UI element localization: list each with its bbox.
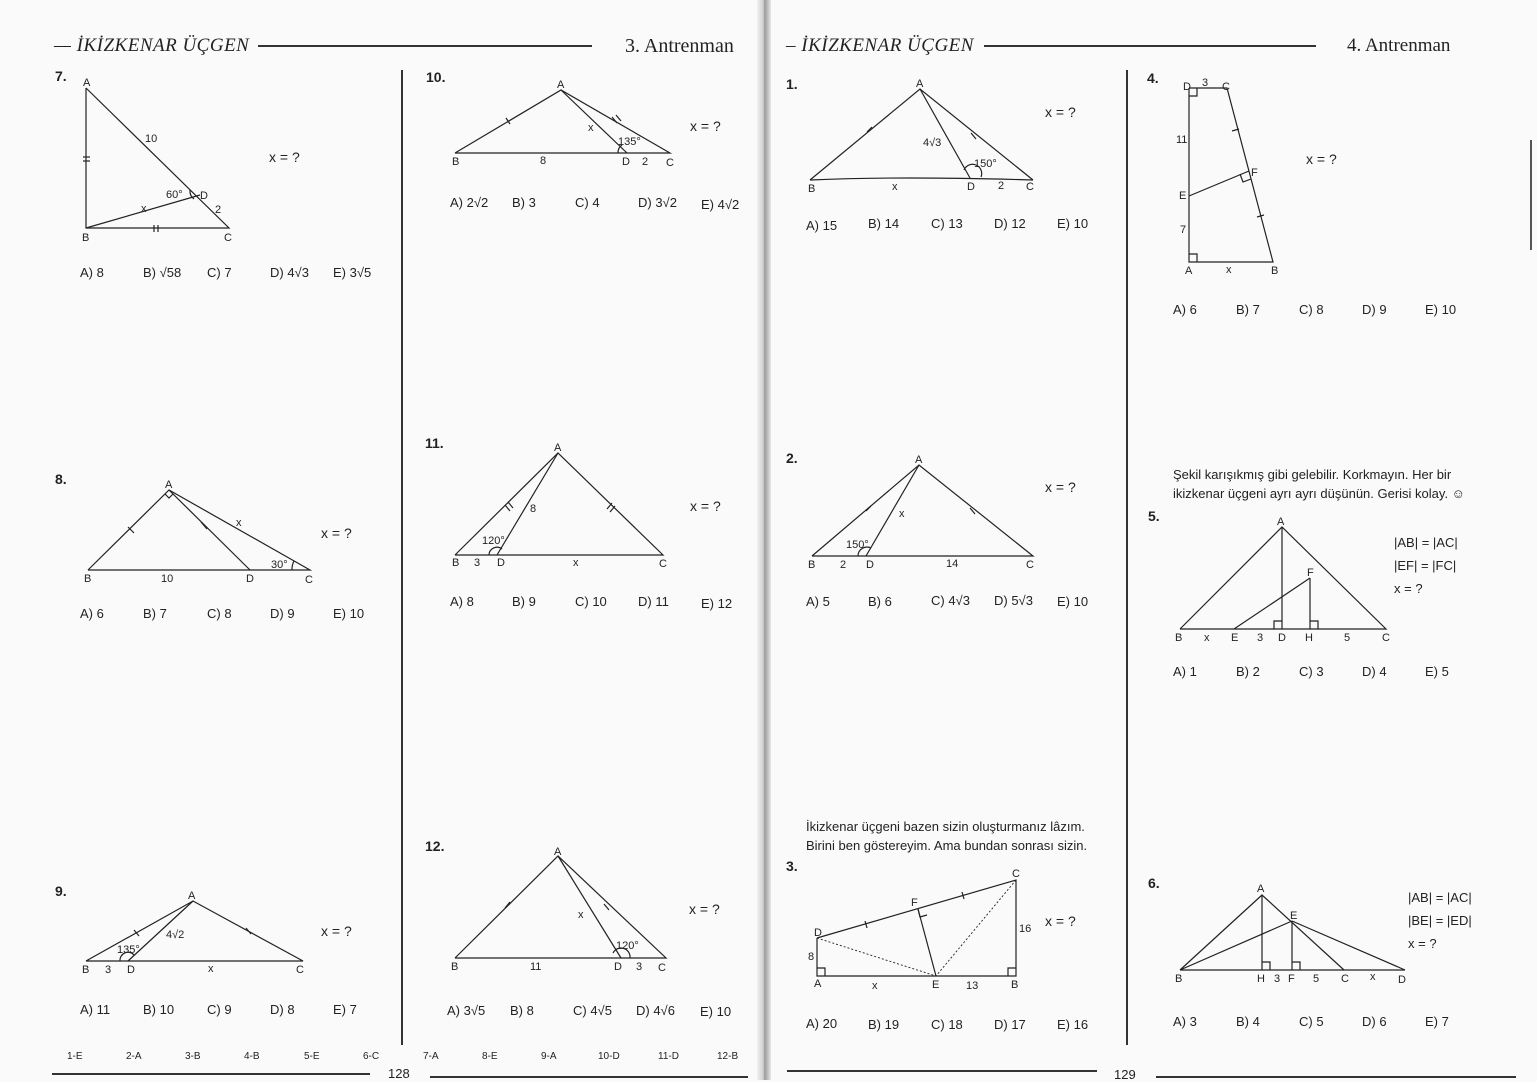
r-q5-label-c: C [1382, 632, 1390, 644]
r-q1-option-c[interactable]: C) 13 [931, 216, 963, 231]
right-edge-mark [1530, 140, 1532, 250]
q7-label-x: x [141, 203, 147, 215]
r-q6-label-e: E [1290, 910, 1298, 922]
r-q2-label-b: B [808, 559, 816, 571]
r-q1-option-b[interactable]: B) 14 [868, 216, 900, 231]
r-q3-label-16: 16 [1019, 923, 1032, 935]
left-header-rule [258, 45, 592, 47]
r-q6-option-b[interactable]: B) 4 [1236, 1014, 1260, 1029]
q8-triangle [88, 490, 310, 570]
q10-label-x: x [588, 122, 594, 134]
r-q6-option-d[interactable]: D) 6 [1362, 1014, 1387, 1029]
r-q4-label-e: E [1179, 190, 1187, 202]
r-q5-label-d: D [1278, 632, 1286, 644]
q9-label-4r2: 4√2 [166, 929, 185, 941]
q9-label-3: 3 [105, 964, 112, 976]
q12-label-11: 11 [530, 961, 542, 973]
r-q3-note [806, 817, 1087, 855]
r-q5-number: 5. [1148, 508, 1160, 524]
r-q5-option-e[interactable]: E) 5 [1425, 664, 1449, 679]
q9-option-b[interactable]: B) 10 [143, 1002, 175, 1017]
r-q3-option-e[interactable]: E) 16 [1057, 1017, 1089, 1032]
r-q5-label-5: 5 [1344, 632, 1351, 644]
r-q6-ask: x = ? [1408, 936, 1437, 951]
r-q3-option-b[interactable]: B) 19 [868, 1017, 900, 1032]
q9-option-c[interactable]: C) 9 [207, 1002, 232, 1017]
q8-label-10: 10 [161, 573, 174, 585]
r-q5-label-b: B [1175, 632, 1183, 644]
q11-label-c: C [659, 558, 667, 570]
q12-label-angle: 120° [616, 940, 639, 952]
r-q3-ask: x = ? [1045, 913, 1076, 929]
r-q4-ask: x = ? [1306, 151, 1337, 167]
r-q5-label-3: 3 [1257, 632, 1264, 644]
q11-tick-ac2 [610, 506, 615, 512]
q10-label-d: D [622, 156, 630, 168]
r-q3-option-c[interactable]: C) 18 [931, 1017, 963, 1032]
q8-label-b: B [84, 573, 92, 585]
q9-option-d[interactable]: D) 8 [270, 1002, 295, 1017]
r-q3-label-f: F [911, 897, 918, 909]
q10-ask: x = ? [690, 118, 721, 134]
q11-option-e[interactable]: E) 12 [701, 596, 733, 611]
r-q1-label-2: 2 [998, 180, 1005, 192]
r-q6-label-d: D [1398, 974, 1406, 986]
r-q2-option-c[interactable]: C) 4√3 [931, 593, 970, 608]
answer-key-item: 11-D [658, 1051, 679, 1062]
r-q6-label-f: F [1288, 973, 1295, 985]
q10-option-d[interactable]: D) 3√2 [638, 195, 677, 210]
r-q1-label-a: A [916, 78, 924, 90]
q9-label-d: D [127, 964, 135, 976]
r-q3-label-e: E [932, 979, 940, 991]
q11-label-angle: 120° [482, 535, 505, 547]
q10-label-angle: 135° [618, 136, 641, 148]
r-q2-option-d[interactable]: D) 5√3 [994, 593, 1033, 608]
r-q1-option-e[interactable]: E) 10 [1057, 216, 1089, 231]
r-q5-ask: x = ? [1394, 581, 1423, 596]
r-q1-number: 1. [786, 76, 798, 92]
q11-option-a[interactable]: A) 8 [450, 594, 474, 609]
q8-label-d: D [246, 573, 254, 585]
q8-label-angle: 30° [271, 559, 288, 571]
q7-option-d[interactable]: D) 4√3 [270, 265, 309, 280]
answer-key-item: 4-B [244, 1051, 260, 1062]
r-q3-label-x: x [872, 980, 878, 992]
q12-option-e[interactable]: E) 10 [700, 1004, 732, 1019]
r-q3-label-c: C [1012, 868, 1020, 880]
r-q5-condition-1: |AB| = |AC| [1394, 535, 1458, 550]
q11-option-c[interactable]: C) 10 [575, 594, 607, 609]
q12-label-c: C [658, 962, 666, 974]
r-q1-label-x: x [892, 181, 898, 193]
r-q3-label-13: 13 [966, 980, 979, 992]
r-q4-label-11: 11 [1176, 134, 1188, 146]
r-q3-note-line1: İkizkenar üçgeni bazen sizin oluşturmanız lâzım. [806, 819, 1085, 834]
r-q3-number: 3. [786, 858, 798, 874]
q7-number: 7. [55, 68, 67, 84]
right-set-title: 4. Antrenman [1347, 35, 1451, 56]
q7-label-10: 10 [145, 133, 158, 145]
r-q6-condition-2: |BE| = |ED| [1408, 913, 1472, 928]
r-q2-ask: x = ? [1045, 479, 1076, 495]
q10-tick-ac2 [616, 115, 621, 121]
answer-key-item: 8-E [482, 1051, 498, 1062]
r-q2-label-14: 14 [946, 558, 959, 570]
r-q4-label-3: 3 [1202, 77, 1209, 89]
q10-label-2: 2 [642, 156, 649, 168]
q8-option-a[interactable]: A) 6 [80, 606, 104, 621]
r-q4-option-e[interactable]: E) 10 [1425, 302, 1457, 317]
q8-segment-ad [169, 490, 250, 570]
q12-option-c[interactable]: C) 4√5 [573, 1003, 612, 1018]
q11-option-d[interactable]: D) 11 [638, 594, 669, 609]
right-page-number: 129 [1114, 1067, 1136, 1082]
q10-option-b[interactable]: B) 3 [512, 195, 536, 210]
q8-option-c[interactable]: C) 8 [207, 606, 232, 621]
r-q2-label-a: A [915, 454, 923, 466]
r-q5-option-b[interactable]: B) 2 [1236, 664, 1260, 679]
q7-option-e[interactable]: E) 3√5 [333, 265, 372, 280]
r-q5-label-a: A [1277, 516, 1285, 528]
r-q4-label-x: x [1226, 264, 1232, 276]
q8-label-c: C [305, 574, 313, 586]
q11-label-3: 3 [474, 557, 481, 569]
q8-right-angle [165, 494, 173, 498]
q7-option-a[interactable]: A) 8 [80, 265, 104, 280]
r-q3-option-d[interactable]: D) 17 [994, 1017, 1026, 1032]
q12-label-a: A [554, 846, 562, 858]
r-q5-label-e: E [1231, 632, 1239, 644]
r-q3-note-line2: Birini ben göstereyim. Ama bundan sonrası sizin. [806, 838, 1088, 853]
q8-tick-ad [201, 522, 207, 529]
left-set-title: 3. Antrenman [625, 35, 734, 57]
answer-key-item: 12-B [717, 1051, 739, 1062]
q9-label-c: C [296, 964, 304, 976]
r-q4-label-b: B [1271, 265, 1279, 277]
q11-number: 11. [425, 435, 444, 451]
answer-key-item: 3-B [185, 1051, 201, 1062]
q11-label-b: B [452, 557, 460, 569]
r-q5-note-line2: ikizkenar üçgeni ayrı ayrı düşünün. Gerisi kolay. ☺ [1173, 486, 1465, 501]
q12-label-b: B [451, 961, 459, 973]
q9-label-angle: 135° [117, 944, 140, 956]
r-q6-label-x: x [1370, 971, 1376, 983]
r-q6-label-c: C [1341, 973, 1349, 985]
q8-option-b[interactable]: B) 7 [143, 606, 167, 621]
r-q5-label-h: H [1305, 632, 1313, 644]
r-q6-number: 6. [1148, 875, 1160, 891]
q7-label-c: C [224, 232, 232, 244]
r-q3-label-8: 8 [808, 951, 815, 963]
r-q5-condition-2: |EF| = |FC| [1394, 558, 1457, 573]
r-q5-conditions [1394, 531, 1458, 600]
q11-label-8: 8 [530, 503, 537, 515]
left-column-divider [401, 70, 403, 1045]
r-q1-label-d: D [967, 181, 975, 193]
q9-ask: x = ? [321, 923, 352, 939]
left-page-number: 128 [388, 1066, 410, 1081]
q9-option-a[interactable]: A) 11 [80, 1002, 111, 1017]
q10-label-b: B [452, 156, 460, 168]
r-q6-label-5: 5 [1313, 973, 1320, 985]
r-q4-label-a: A [1185, 265, 1193, 277]
r-q2-label-d: D [866, 559, 874, 571]
left-page [0, 0, 757, 1080]
answer-key-item: 9-A [541, 1051, 557, 1062]
q8-label-x: x [236, 517, 242, 529]
q11-option-b[interactable]: B) 9 [512, 594, 536, 609]
q7-label-a: A [83, 77, 91, 89]
r-q5-option-d[interactable]: D) 4 [1362, 664, 1387, 679]
r-q1-option-d[interactable]: D) 12 [994, 216, 1026, 231]
q11-tick-ac [607, 503, 612, 509]
r-q6-option-e[interactable]: E) 7 [1425, 1014, 1449, 1029]
right-section-title: – İKİZKENAR ÜÇGEN [786, 35, 974, 56]
answer-key-item: 10-D [598, 1051, 620, 1062]
r-q4-label-7: 7 [1180, 224, 1187, 236]
q8-option-d[interactable]: D) 9 [270, 606, 295, 621]
r-q4-label-c: C [1222, 81, 1230, 93]
r-q1-option-a[interactable]: A) 15 [806, 218, 838, 233]
book-spine [757, 0, 771, 1080]
r-q6-label-3: 3 [1274, 973, 1281, 985]
q7-label-angle: 60° [166, 189, 183, 201]
q9-label-a: A [188, 890, 196, 902]
r-q2-option-b[interactable]: B) 6 [868, 594, 892, 609]
r-q5-note-line1: Şekil karışıkmış gibi gelebilir. Korkmayın. Her bir [1173, 467, 1452, 482]
q12-label-3: 3 [636, 961, 643, 973]
q9-number: 9. [55, 883, 67, 899]
q8-angle-arc [292, 561, 294, 570]
right-column-divider [1126, 70, 1128, 1045]
r-q3-option-a[interactable]: A) 20 [806, 1016, 838, 1031]
r-q3-label-b: B [1011, 979, 1019, 991]
r-q5-option-c[interactable]: C) 3 [1299, 664, 1324, 679]
r-q2-label-c: C [1026, 559, 1034, 571]
answer-key-item: 7-A [423, 1051, 439, 1062]
q8-option-e[interactable]: E) 10 [333, 606, 365, 621]
q11-label-x: x [573, 557, 579, 569]
r-q6-label-h: H [1257, 973, 1265, 985]
q9-option-e[interactable]: E) 7 [333, 1002, 357, 1017]
r-q1-label-c: C [1026, 181, 1034, 193]
q11-tick-ab [505, 505, 510, 511]
q12-ask: x = ? [689, 901, 720, 917]
r-q6-option-c[interactable]: C) 5 [1299, 1014, 1324, 1029]
q8-label-a: A [165, 479, 173, 491]
q10-option-e[interactable]: E) 4√2 [701, 197, 740, 212]
q11-tick-ab2 [508, 502, 513, 508]
r-q1-label-angle: 150° [974, 158, 997, 170]
q11-label-d: D [497, 557, 505, 569]
q12-option-b[interactable]: B) 8 [510, 1003, 534, 1018]
q10-option-c[interactable]: C) 4 [575, 195, 600, 210]
q10-label-a: A [557, 79, 565, 91]
q12-tick-ac [604, 904, 609, 910]
answer-key-item: 5-E [304, 1051, 320, 1062]
r-q1-ask: x = ? [1045, 104, 1076, 120]
r-q1-label-b: B [808, 183, 816, 195]
q12-option-a[interactable]: A) 3√5 [447, 1003, 486, 1018]
right-section-title-text: İKİZKENAR ÜÇGEN [801, 35, 974, 56]
r-q2-label-angle: 150° [846, 539, 869, 551]
left-footer-rule-2 [430, 1076, 748, 1078]
r-q4-label-f: F [1251, 167, 1258, 179]
q8-number: 8. [55, 471, 67, 487]
q7-option-c[interactable]: C) 7 [207, 265, 232, 280]
answer-key-item: 2-A [126, 1051, 142, 1062]
q7-option-b[interactable]: B) √58 [143, 265, 182, 280]
q11-label-a: A [554, 442, 562, 454]
r-q6-option-a[interactable]: A) 3 [1173, 1014, 1197, 1029]
answer-key-item: 1-E [67, 1051, 83, 1062]
r-q6-conditions [1408, 886, 1472, 955]
left-footer-rule [52, 1073, 370, 1075]
q12-number: 12. [425, 838, 445, 854]
r-q2-number: 2. [786, 450, 798, 466]
r-q4-option-c[interactable]: C) 8 [1299, 302, 1324, 317]
q7-label-2: 2 [215, 204, 222, 216]
r-q6-condition-1: |AB| = |AC| [1408, 890, 1472, 905]
r-q1-label-4r3: 4√3 [923, 137, 942, 149]
q12-label-x: x [578, 909, 584, 921]
r-q5-option-a[interactable]: A) 1 [1173, 664, 1197, 679]
left-section-title-text: İKİZKENAR ÜÇGEN [76, 35, 250, 56]
r-q4-label-d: D [1183, 81, 1191, 93]
r-q3-label-d: D [814, 927, 822, 939]
q12-option-d[interactable]: D) 4√6 [636, 1003, 675, 1018]
r-q2-option-a[interactable]: A) 5 [806, 594, 830, 609]
q10-label-8: 8 [540, 155, 547, 167]
q11-ask: x = ? [690, 498, 721, 514]
r-q2-label-2: 2 [840, 559, 847, 571]
r-q5-label-x: x [1204, 632, 1210, 644]
q9-label-b: B [82, 964, 90, 976]
r-q4-option-b[interactable]: B) 7 [1236, 302, 1260, 317]
r-q4-option-a[interactable]: A) 6 [1173, 302, 1197, 317]
q10-option-a[interactable]: A) 2√2 [450, 195, 489, 210]
r-q2-label-x: x [899, 508, 905, 520]
r-q4-number: 4. [1147, 70, 1159, 86]
r-q4-option-d[interactable]: D) 9 [1362, 302, 1387, 317]
q10-number: 10. [426, 69, 446, 85]
r-q5-label-f: F [1307, 567, 1314, 579]
r-q5-note [1173, 465, 1465, 503]
q7-label-b: B [82, 232, 90, 244]
answer-key-item: 6-C [363, 1051, 380, 1062]
r-q2-option-e[interactable]: E) 10 [1057, 594, 1089, 609]
r-q6-label-b: B [1175, 973, 1183, 985]
q8-ask: x = ? [321, 525, 352, 541]
q11-angle-arc [489, 547, 502, 555]
q12-label-d: D [614, 961, 622, 973]
right-footer-rule-2 [1156, 1076, 1516, 1078]
q7-ask: x = ? [269, 149, 300, 165]
right-footer-rule [787, 1070, 1097, 1072]
q9-label-x: x [208, 963, 214, 975]
r-q3-label-a: A [814, 978, 822, 990]
q10-label-c: C [666, 157, 674, 169]
r-q6-label-a: A [1257, 883, 1265, 895]
left-section-title: — İKİZKENAR ÜÇGEN [54, 35, 250, 56]
right-header-rule [984, 45, 1316, 47]
q7-label-d: D [200, 190, 208, 202]
